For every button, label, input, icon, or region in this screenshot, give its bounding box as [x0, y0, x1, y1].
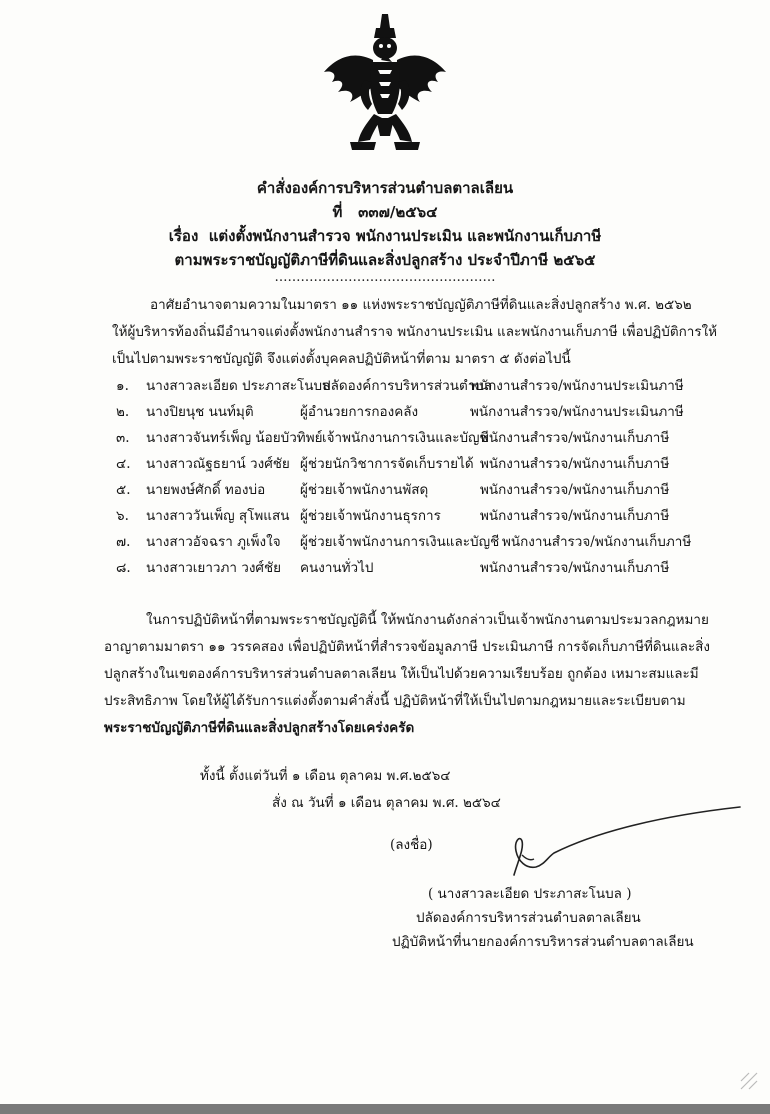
subject-label: เรื่อง [168, 227, 199, 245]
handwritten-signature [500, 795, 750, 885]
sign-label: (ลงชื่อ) [390, 837, 433, 853]
ordered-date: สั่ง ณ วันที่ ๑ เดือน ตุลาคม พ.ศ. ๒๕๖๔ [272, 795, 501, 811]
item-name: นางสาวเยาวภา วงศ์ชัย [146, 560, 282, 576]
item-name: นายพงษ์ศักดิ์ ทองบ่อ [146, 482, 266, 498]
subject-text: แต่งตั้งพนักงานสำรวจ พนักงานประเมิน และพนักงานเก็บภาษี [208, 227, 602, 245]
signer-title-2: ปฏิบัติหน้าที่นายกองค์การบริหารส่วนตำบลตาลเลียน [392, 934, 694, 950]
item-role: พนักงานสำรวจ/พนักงานประเมินภาษี [470, 378, 684, 394]
item-index: ๖. [116, 508, 129, 524]
item-role: พนักงานสำรวจ/พนักงานเก็บภาษี [480, 456, 670, 472]
list-item [0, 400, 770, 426]
item-name: นางสาวณัฐธยาน์ วงศ์ชัย [146, 456, 290, 472]
item-position: ผู้ช่วยนักวิชาการจัดเก็บรายได้ [300, 456, 474, 472]
order-number [0, 200, 770, 224]
item-index: ๕. [116, 482, 131, 498]
order-title: คำสั่งองค์การบริหารส่วนตำบลตาลเลียน [256, 179, 514, 197]
scan-border [0, 1104, 770, 1114]
intro-line-1: อาศัยอำนาจตามความในมาตรา ๑๑ แห่งพระราชบัญญัติภาษีที่ดินและสิ่งปลูกสร้าง พ.ศ. ๒๕๖๒ [150, 297, 692, 313]
item-role: พนักงานสำรวจ/พนักงานเก็บภาษี [480, 482, 670, 498]
intro-line-3: เป็นไปตามพระราชบัญญัติ จึงแต่งตั้งบุคคลปฏิบัติหน้าที่ตาม มาตรา ๕ ดังต่อไปนี้ [112, 351, 571, 367]
list-item [0, 478, 770, 504]
item-index: ๓. [116, 430, 130, 446]
signer-name: ( นางสาวละเอียด ประภาสะโนบล ) [428, 886, 632, 902]
item-role: พนักงานสำรวจ/พนักงานเก็บภาษี [480, 508, 670, 524]
item-name: นางสาววันเพ็ญ สุโพแสน [146, 508, 290, 524]
order-subject [0, 224, 770, 248]
list-item [0, 374, 770, 400]
paragraph-line-5: พระราชบัญญัติภาษีที่ดินและสิ่งปลูกสร้างโดยเคร่งครัด [104, 720, 415, 736]
item-position: ปลัดองค์การบริหารส่วนตำบล [322, 378, 493, 394]
intro-line-2: ให้ผู้บริหารท้องถิ่นมีอำนาจแต่งตั้งพนักงานสำราจ พนักงานประเมิน และพนักงานเก็บภาษี เพื่อปฏิบัติการให้ [112, 324, 718, 340]
list-item [0, 426, 770, 452]
list-item [0, 452, 770, 478]
item-index: ๗. [116, 534, 131, 550]
item-role: พนักงานสำรวจ/พนักงานเก็บภาษี [480, 430, 670, 446]
item-role: พนักงานสำรวจ/พนักงานประเมินภาษี [470, 404, 684, 420]
item-index: ๘. [116, 560, 131, 576]
item-position: คนงานทั่วไป [300, 560, 374, 576]
item-name: นางปิยนุช นนท์มุติ [146, 404, 254, 420]
item-index: ๑. [116, 378, 129, 394]
item-role: พนักงานสำรวจ/พนักงานเก็บภาษี [480, 560, 670, 576]
item-index: ๒. [116, 404, 130, 420]
effective-date: ทั้งนี้ ตั้งแต่วันที่ ๑ เดือน ตุลาคม พ.ศ.๒๕๖๔ [200, 768, 451, 784]
item-name: นางสาวละเอียด ประภาสะโนบล [146, 378, 331, 394]
item-role: พนักงานสำรวจ/พนักงานเก็บภาษี [502, 534, 692, 550]
paragraph-line-2: อาญาตามมาตรา ๑๑ วรรคสอง เพื่อปฏิบัติหน้าที่สำรวจข้อมูลภาษี ประเมินภาษี การจัดเก็บภาษีที่ดินและสิ่ง [104, 639, 710, 655]
number-label: ที่ [332, 203, 343, 221]
number-value: ๓๓๗/๒๕๖๔ [358, 203, 438, 221]
paragraph-line-3: ปลูกสร้างในเขตองค์การบริหารส่วนตำบลตาลเลียน ให้เป็นไปด้วยความเรียบร้อย ถูกต้อง เหมาะสมและมี [104, 666, 699, 682]
scan-mark-icon [738, 1070, 760, 1092]
item-position: ผู้ช่วยเจ้าพนักงานธุรการ [300, 508, 441, 524]
list-item [0, 504, 770, 530]
item-position: ผู้อำนวยการกองคลัง [300, 404, 419, 420]
paragraph-line-4: ประสิทธิภาพ โดยให้ผู้ได้รับการแต่งตั้งตามคำสั่งนี้ ปฏิบัติหน้าที่ให้เป็นไปตามกฎหมายและระเบียบตาม [104, 693, 686, 709]
item-name: นางสาวอัจฉรา ภูเพ็งใจ [146, 534, 281, 550]
item-name: นางสาวจันทร์เพ็ญ น้อยบัวทิพย์ [146, 430, 323, 446]
paragraph-line-1: ในการปฏิบัติหน้าที่ตามพระราชบัญญัตินี้ ให้พนักงานดังกล่าวเป็นเจ้าพนักงานตามประมวลกฎหมาย [146, 612, 709, 628]
item-position: ผู้ช่วยเจ้าพนักงานพัสดุ [300, 482, 429, 498]
item-index: ๔. [116, 456, 131, 472]
list-item [0, 530, 770, 556]
signer-title-1: ปลัดองค์การบริหารส่วนตำบลตาลเลียน [416, 910, 641, 926]
list-item [0, 556, 770, 582]
order-subject-line2: ตามพระราชบัญญัติภาษีที่ดินและสิ่งปลูกสร้าง ประจำปีภาษี ๒๕๖๕ [174, 251, 596, 269]
separator-dots: …………………………………………… [274, 270, 496, 285]
item-position: ผู้ช่วยเจ้าพนักงานการเงินและบัญชี [300, 534, 500, 550]
garuda-emblem [318, 10, 452, 160]
item-position: เจ้าพนักงานการเงินและบัญชี [322, 430, 489, 446]
